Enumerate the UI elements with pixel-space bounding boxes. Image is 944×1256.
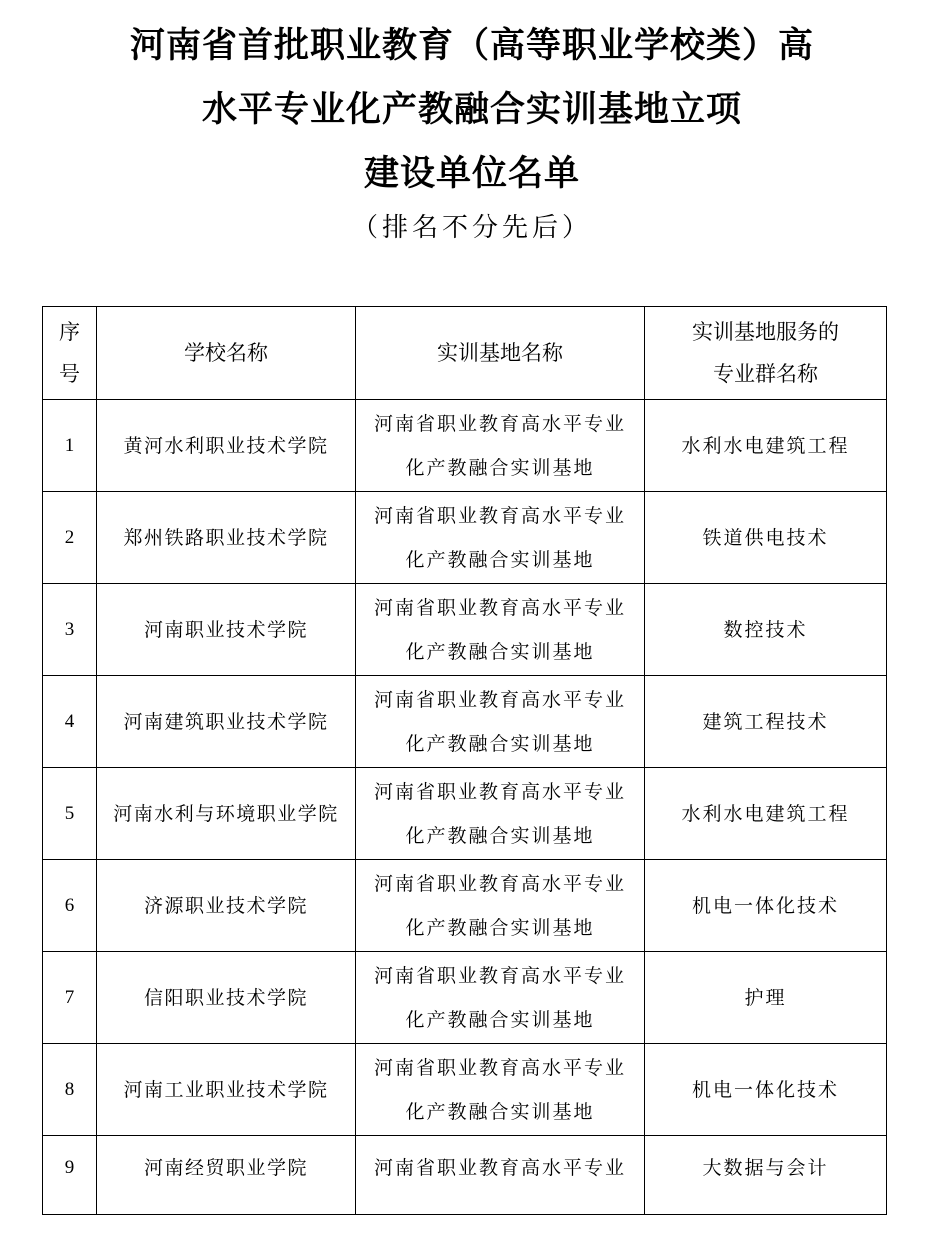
cell-school-name: 信阳职业技术学院 <box>97 952 356 1044</box>
cell-seq: 4 <box>43 676 97 768</box>
cell-base-name: 河南省职业教育高水平专业化产教融合实训基地 <box>356 768 645 860</box>
header-group-line-1: 实训基地服务的 <box>692 320 839 344</box>
cell-base-name: 河南省职业教育高水平专业化产教融合实训基地 <box>356 860 645 952</box>
cell-major-group: 水利水电建筑工程 <box>645 768 887 860</box>
table-row <box>43 676 887 768</box>
header-seq-label: 序号 <box>59 320 80 386</box>
cell-school-name: 济源职业技术学院 <box>97 860 356 952</box>
cell-major-group: 铁道供电技术 <box>645 492 887 584</box>
cell-major-group: 机电一体化技术 <box>645 860 887 952</box>
header-seq <box>43 307 97 400</box>
table-row <box>43 584 887 676</box>
cell-seq: 2 <box>43 492 97 584</box>
cell-base-name: 河南省职业教育高水平专业化产教融合实训基地 <box>356 952 645 1044</box>
header-group <box>645 307 887 400</box>
header-row <box>43 307 887 400</box>
header-base: 实训基地名称 <box>356 307 645 400</box>
title-line-2: 水平专业化产教融合实训基地立项 <box>201 90 742 130</box>
cell-school-name: 郑州铁路职业技术学院 <box>97 492 356 584</box>
cell-school-name: 河南工业职业技术学院 <box>97 1044 356 1136</box>
cell-major-group: 机电一体化技术 <box>645 1044 887 1136</box>
cell-seq: 9 <box>43 1136 97 1215</box>
cell-school-name: 河南建筑职业技术学院 <box>97 676 356 768</box>
cell-base-name: 河南省职业教育高水平专业化产教融合实训基地 <box>356 1044 645 1136</box>
table-row <box>43 860 887 952</box>
title-line-3: 建设单位名单 <box>363 154 580 194</box>
cell-school-name: 河南水利与环境职业学院 <box>97 768 356 860</box>
roster-table <box>42 306 887 1215</box>
table-row <box>43 768 887 860</box>
cell-school-name: 黄河水利职业技术学院 <box>97 400 356 492</box>
subtitle: （排名不分先后） <box>351 213 592 243</box>
cell-major-group: 大数据与会计 <box>645 1136 887 1215</box>
cell-seq: 8 <box>43 1044 97 1136</box>
cell-major-group: 护理 <box>645 952 887 1044</box>
cell-base-name: 河南省职业教育高水平专业 <box>356 1136 645 1215</box>
cell-seq: 6 <box>43 860 97 952</box>
header-group-line-2: 专业群名称 <box>713 362 818 386</box>
cell-base-name: 河南省职业教育高水平专业化产教融合实训基地 <box>356 676 645 768</box>
cell-base-name: 河南省职业教育高水平专业化产教融合实训基地 <box>356 492 645 584</box>
document-title-block <box>0 14 944 248</box>
table-row <box>43 1044 887 1136</box>
table-row <box>43 952 887 1044</box>
cell-base-name: 河南省职业教育高水平专业化产教融合实训基地 <box>356 584 645 676</box>
cell-major-group: 建筑工程技术 <box>645 676 887 768</box>
cell-school-name: 河南经贸职业学院 <box>97 1136 356 1215</box>
cell-major-group: 水利水电建筑工程 <box>645 400 887 492</box>
cell-major-group: 数控技术 <box>645 584 887 676</box>
cell-school-name: 河南职业技术学院 <box>97 584 356 676</box>
table-row <box>43 1136 887 1215</box>
cell-seq: 5 <box>43 768 97 860</box>
table-row <box>43 492 887 584</box>
cell-base-name: 河南省职业教育高水平专业化产教融合实训基地 <box>356 400 645 492</box>
cell-seq: 3 <box>43 584 97 676</box>
table-row <box>43 400 887 492</box>
cell-seq: 7 <box>43 952 97 1044</box>
header-school: 学校名称 <box>97 307 356 400</box>
cell-seq: 1 <box>43 400 97 492</box>
title-line-1: 河南省首批职业教育（高等职业学校类）高 <box>129 26 814 66</box>
